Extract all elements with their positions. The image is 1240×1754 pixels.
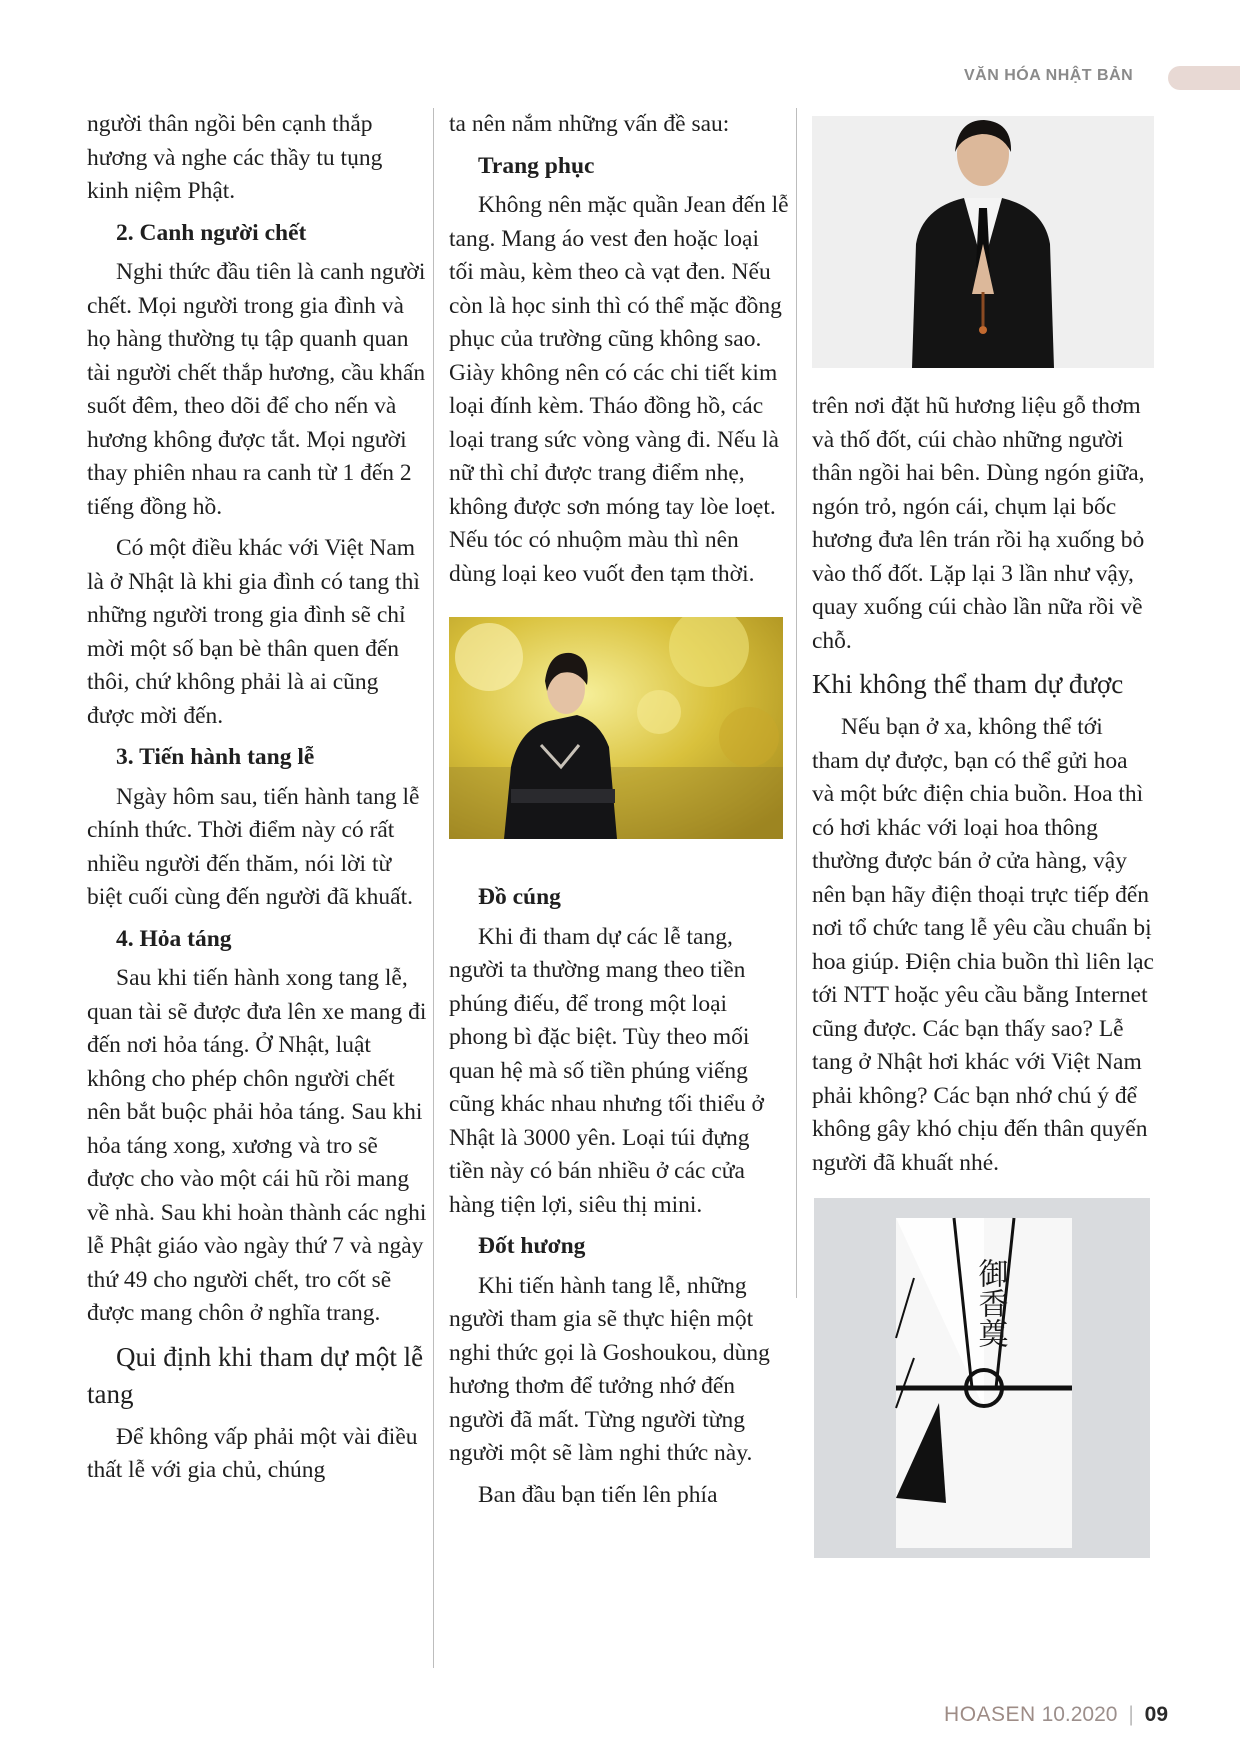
article-column-1 <box>87 108 427 1496</box>
paragraph: ta nên nắm những vấn đề sau: <box>449 111 730 137</box>
photo-man-praying-image <box>812 116 1154 368</box>
section-tag: VĂN HÓA NHẬT BẢN <box>964 67 1134 84</box>
condolence-envelope-image <box>814 1198 1150 1558</box>
section-tag-bar <box>1168 66 1240 90</box>
page-footer <box>944 1703 1168 1727</box>
paragraph: Sau khi tiến hành xong tang lễ, quan tài sẽ được đưa lên xe mang đi đến nơi hỏa táng. Ở Nhật, luật không cho phép chôn người chết nên bắt buộc phải hỏa táng. Sau khi hỏa táng xong, xương và tro sẽ được cho vào một cái hũ rồi mang về nhà. Sau khi hoàn thành các nghi lễ Phật giáo vào ngày thứ 7 và ngày thứ 49 cho người chết, tro cốt sẽ được mang chôn ở nghĩa trang. <box>87 965 427 1326</box>
subheading-canh-nguoi-chet: 2. Canh người chết <box>116 219 307 246</box>
photo-woman-kimono <box>449 617 783 839</box>
envelope-calligraphy: 御香奠 <box>972 1258 1008 1348</box>
page-number: 09 <box>1144 1703 1168 1726</box>
photo-man-praying <box>812 116 1154 368</box>
photo-woman-kimono-image <box>449 617 783 839</box>
subheading-do-cung: Đồ cúng <box>478 884 561 910</box>
section-heading-khong-the-tham-du: Khi không thể tham dự được <box>812 669 1124 699</box>
issue-date: 10.2020 <box>1041 1703 1118 1726</box>
paragraph: người thân ngồi bên cạnh thắp hương và nghe các thầy tu tụng kinh niệm Phật. <box>87 111 383 204</box>
article-column-3 <box>812 108 1154 1558</box>
magazine-name: HOASEN <box>944 1703 1036 1726</box>
photo-condolence-envelope <box>814 1198 1150 1558</box>
paragraph: Nếu bạn ở xa, không thể tới tham dự được, bạn có thể gửi hoa và một bức điện chia buồn. Hoa thì có hơi khác với loại hoa thông thường được bán ở cửa hàng, vậy nên bạn hãy điện thoại trực tiếp đến nơi tổ chức tang lễ yêu cầu chuẩn bị hoa giúp. Điện chia buồn thì liên lạc tới NTT hoặc yêu cầu bằng Internet cũng được. Các bạn thấy sao? Lễ tang ở Nhật hơi khác với Việt Nam phải không? Các bạn nhớ chú ý để không gây khó chịu đến thân quyến người đã khuất nhé. <box>812 714 1154 1176</box>
paragraph: Ngày hôm sau, tiến hành tang lễ chính thức. Thời điểm này có rất nhiều người đến thăm, nói lời từ biệt cuối cùng đến người đã khuất. <box>87 783 420 910</box>
paragraph: trên nơi đặt hũ hương liệu gỗ thơm và thố đốt, cúi chào những người thân ngồi hai bên. Dùng ngón giữa, ngón trỏ, ngón cái, chụm lại bốc hương đưa lên trán rồi hạ xuống bỏ vào thố đốt. Lặp lại 3 lần như vậy, quay xuống cúi chào lần nữa rồi về chỗ. <box>812 393 1145 654</box>
paragraph: Khi đi tham dự các lễ tang, người ta thường mang theo tiền phúng điếu, để trong một loại phong bì đặc biệt. Tùy theo mối quan hệ mà số tiền phúng viếng cũng khác nhau nhưng tối thiểu ở Nhật là 3000 yên. Loại túi đựng tiền này có bán nhiều ở các cửa hàng tiện lợi, siêu thị mini. <box>449 923 764 1218</box>
column-rule-2 <box>796 108 797 1298</box>
paragraph: Để không vấp phải một vài điều thất lễ với gia chủ, chúng <box>87 1423 418 1483</box>
paragraph: Nghi thức đầu tiên là canh người chết. Mọi người trong gia đình và họ hàng thường tụ tập quanh quan tài người chết thắp hương, cầu khấn suốt đêm, theo dõi để cho nến và hương không được tắt. Mọi người thay phiên nhau ra canh từ 1 đến 2 tiếng đồng hồ. <box>87 259 426 520</box>
footer-separator: | <box>1128 1703 1134 1726</box>
paragraph: Ban đầu bạn tiến lên phía <box>478 1481 718 1508</box>
subheading-dot-huong: Đốt hương <box>478 1233 586 1259</box>
paragraph: Có một điều khác với Việt Nam là ở Nhật là khi gia đình có tang thì những người trong gia đình sẽ chỉ mời một số bạn bè thân quen đến thôi, chứ không phải là ai cũng được mời đến. <box>87 535 420 729</box>
paragraph: Khi tiến hành tang lễ, những người tham gia sẽ thực hiện một nghi thức gọi là Goshoukou, dùng hương thơm để tưởng nhớ đến người đã mất. Từng người từng người một sẽ làm nghi thức này. <box>449 1272 770 1466</box>
article-column-2 <box>449 108 789 1520</box>
subheading-tien-hanh-tang-le: 3. Tiến hành tang lễ <box>116 744 315 770</box>
subheading-trang-phuc: Trang phục <box>478 152 595 179</box>
column-rule-1 <box>433 108 434 1668</box>
subheading-hoa-tang: 4. Hỏa táng <box>116 925 232 952</box>
paragraph: Không nên mặc quần Jean đến lễ tang. Mang áo vest đen hoặc loại tối màu, kèm theo cà vạt đen. Nếu còn là học sinh thì có thể mặc đồng phục của trường cũng không sao. Giày không nên có các chi tiết kim loại đính kèm. Tháo đồng hồ, các loại trang sức vòng vàng đi. Nếu là nữ thì chỉ được trang điểm nhẹ, không được sơn móng tay lòe loẹt. Nếu tóc có nhuộm màu thì nên dùng loại keo vuốt đen tạm thời. <box>449 192 789 587</box>
section-heading-qui-dinh: Qui định khi tham dự một lễ tang <box>87 1341 424 1409</box>
